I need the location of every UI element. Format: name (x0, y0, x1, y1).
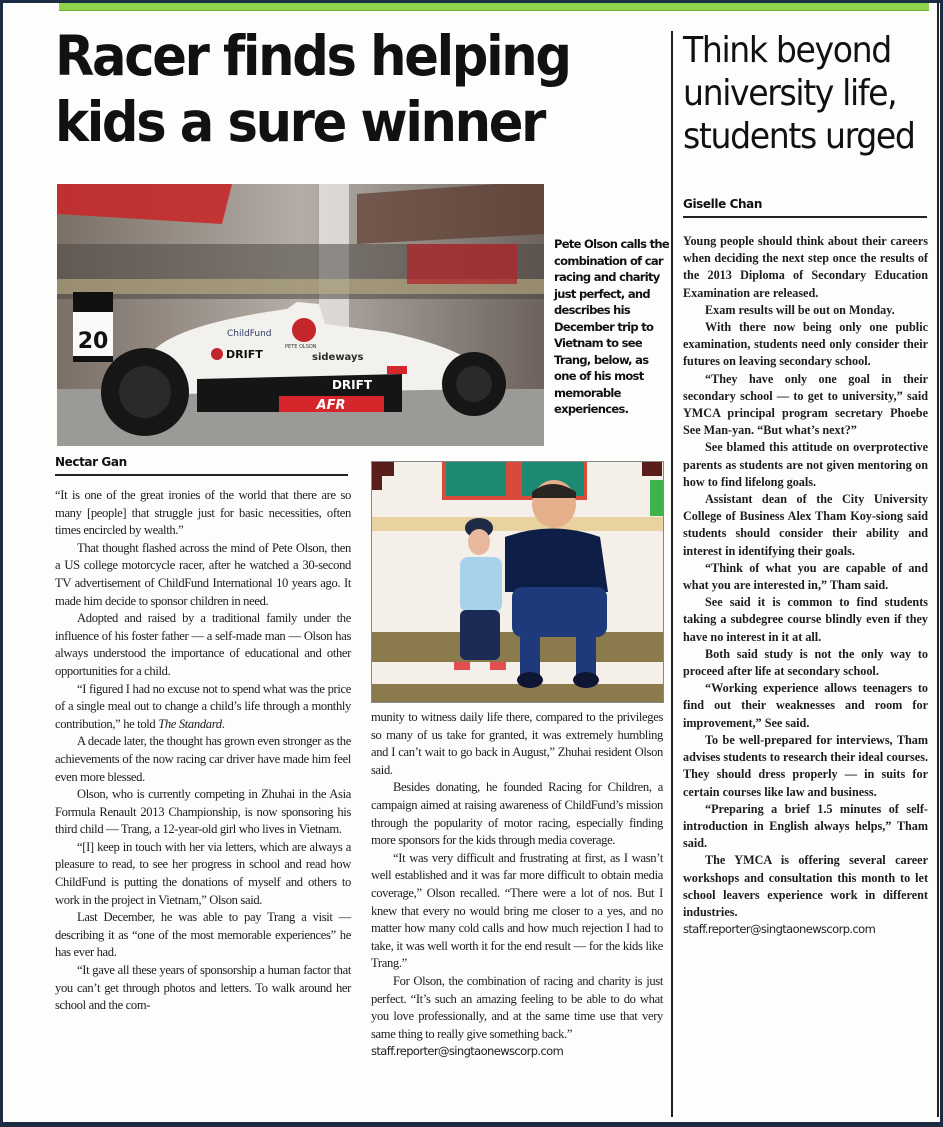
article-paragraph: Assistant dean of the City University College of Business Alex Tham Koy-siong said students should consider their ability and interest in identifying their goals. (683, 492, 928, 558)
column-divider (671, 31, 673, 1117)
article-paragraph: That thought flashed across the mind of Pete Olson, then a US college motorcycle racer, after he watched a 30-second TV advertisement of ChildFund International 10 years ago. It made him decide to sponsor children in need. (55, 540, 351, 608)
article-paragraph: “It is one of the great ironies of the world that there are so many [people] that struggle just for basic necessities, often times encircled by wealth.” (55, 488, 351, 538)
page-edge-rule (937, 3, 939, 1117)
race-car-illustration (57, 184, 544, 446)
article-paragraph: Both said study is not the only way to proceed after life at secondary school. (683, 646, 928, 679)
article-paragraph: “Working experience allows teenagers to find out their weaknesses and room for improvement,” See said. (683, 681, 928, 730)
article-paragraph: Besides donating, he founded Racing for Children, a campaign aimed at raising awareness of ChildFund’s mission through the popularity of motor racing, especially finding more sponsors for the kids through media coverage. (371, 780, 663, 848)
drift-logo-side: DRIFT (331, 378, 373, 392)
article-paragraph: “It gave all these years of sponsorship a human factor that you can’t get through photos and letters. To walk around her school and the com- (55, 963, 351, 1013)
punctuation: . (221, 716, 225, 731)
article-paragraph: “Preparing a brief 1.5 minutes of self-introduction in English always helps,” Tham said. (683, 801, 928, 851)
childfund-logo: ChildFund (227, 329, 272, 339)
article-paragraph: See said it is common to find students taking a subdegree course blindly even if they have no interest in it at all. (683, 595, 928, 644)
publication-name: The Standard (158, 716, 222, 731)
article-text: “I figured I had no excuse not to spend what was the price of a single meal out to change a child’s life through a monthly contribution,” he told (55, 681, 351, 731)
main-byline: Nectar Gan (55, 455, 348, 476)
article-paragraph: “They have only one goal in their secondary school — to get to university,” said YMCA principal program secretary Phoebe See Man-yan. “But what’s next?” (683, 371, 928, 438)
article-paragraph: Young people should think about their careers when deciding the next step once the results of the 2013 Diploma of Secondary Education Examination are released. (683, 234, 928, 300)
olson-and-trang-illustration (372, 462, 663, 702)
race-car-photo (57, 184, 544, 446)
main-headline-line-2: kids a sure winner (55, 90, 545, 154)
main-headline-line-1: Racer finds helping (55, 24, 570, 88)
reporter-email-link[interactable]: staff.reporter@singtaonewscorp.com (371, 1044, 564, 1059)
olson-and-trang-photo (371, 461, 664, 703)
side-article-body (683, 233, 928, 938)
article-paragraph: “Think of what you are capable of and what you are interested in,” Tham said. (683, 560, 928, 593)
side-byline: Giselle Chan (683, 197, 927, 218)
main-article-column-1 (55, 487, 351, 1015)
article-paragraph: With there now being only one public examination, students need only consider their futures on leaving secondary school. (683, 320, 928, 369)
article-paragraph: “It was very difficult and frustrating at first, as I wasn’t well established and it was far more difficult to obtain media coverage,” Olson recalled. “There were a lot of nos. But I knew that every no would bring me closer to a yes, and no matter how many cold calls and how much rejection I had to take, it was well worth it for the end result — for the kids like Trang.” (371, 850, 663, 971)
article-paragraph: Adopted and raised by a traditional family under the influence of his foster father — a self-made man — Olson has always understood the importance of educational and other opportunities for a child. (55, 611, 351, 678)
car-number: 20 (77, 329, 109, 354)
newspaper-page (3, 3, 940, 1122)
article-paragraph: munity to witness daily life there, compared to the privileges so many of us take for granted, it was extremely humbling and I can’t wait to go back in August,” Zhuhai resident Olson said. (371, 710, 663, 777)
sideways-logo: sideways (312, 352, 364, 363)
main-article-column-2 (371, 709, 663, 1061)
article-paragraph: “[I] keep in touch with her via letters, which are always a pleasure to read, to see her progress in school and read how ChildFund is putting the donations of myself and others to work in the project in Vietnam,” Olson said. (55, 839, 351, 907)
article-paragraph: See blamed this attitude on overprotective parents as students are not given mentoring on how to find lifelong goals. (683, 440, 928, 489)
photo-caption: Pete Olson calls the combination of car racing and charity just perfect, and describes his December trip to Vietnam to see Trang, below, as one of his most memorable experiences. (554, 237, 669, 416)
afr-logo: AFR (316, 398, 346, 413)
driver-name-decal: PETE OLSON (285, 344, 317, 350)
article-paragraph: Exam results will be out on Monday. (705, 302, 895, 317)
side-headline: Think beyond university life, students urged (683, 30, 915, 157)
section-accent-bar (59, 3, 929, 11)
drift-logo-body: DRIFT (226, 348, 263, 361)
article-paragraph: Last December, he was able to pay Trang a visit — describing it as “one of the most memorable experiences” he has ever had. (55, 910, 351, 960)
side-reporter-email-link[interactable]: staff.reporter@singtaonewscorp.com (683, 922, 876, 937)
article-paragraph: Olson, who is currently competing in Zhuhai in the Asia Formula Renault 2013 Championship, is now sponsoring his third child — Trang, a 12-year-old girl who lives in Vietnam. (55, 787, 351, 837)
article-paragraph: The YMCA is offering several career workshops and consultation this month to let school leavers experience work in different industries. (683, 853, 928, 919)
main-headline (55, 23, 613, 155)
article-paragraph: For Olson, the combination of racing and charity is just perfect. “It’s such an amazing feeling to be able to do what you love professionally, and at the same time use that very same thing to really give something back.” (371, 973, 663, 1041)
article-paragraph: A decade later, the thought has grown even stronger as the achievements of the now racing car driver have made him feel even more blessed. (55, 734, 351, 784)
article-paragraph: To be well-prepared for interviews, Tham advises students to research their ideal courses. They should dress properly — in suits for certain courses like law and business. (683, 732, 928, 799)
article-paragraph (55, 681, 351, 734)
